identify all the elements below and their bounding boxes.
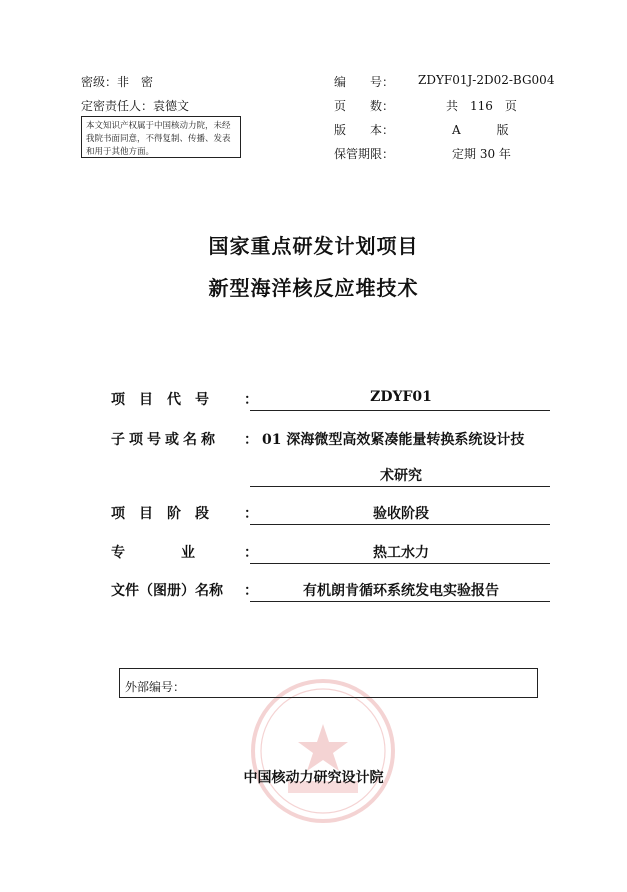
version-label: 版 本： (334, 123, 395, 137)
official-seal-stamp (248, 676, 398, 826)
page-count-value: 共 116 页 (446, 99, 517, 113)
field-underline (250, 563, 550, 564)
field-colon: ： (244, 583, 258, 599)
retention-label: 保管期限： (334, 147, 395, 161)
external-number-label: 外部编号： (125, 680, 186, 694)
field-value-file-name: 有机朗肯循环系统发电实验报告 (303, 583, 499, 599)
field-colon: ： (244, 392, 258, 408)
field-label-discipline: 专 业 (111, 545, 195, 561)
field-label-project-stage: 项 目 阶 段 (111, 506, 209, 522)
field-value-project-code: ZDYF01 (370, 389, 432, 405)
field-underline (250, 601, 550, 602)
document-number-label: 编 号： (334, 75, 395, 89)
classification-label: 密级：非 密 (81, 75, 154, 89)
document-number-value: ZDYF01J-2D02-BG004 (418, 73, 555, 87)
version-value: A 版 (452, 123, 509, 137)
project-title: 国家重点研发计划项目 (208, 234, 419, 258)
responsible-person-label: 定密责任人：袁德文 (81, 99, 190, 113)
retention-value: 定期 30 年 (452, 147, 511, 161)
field-value-sub-item-line2: 术研究 (380, 468, 422, 484)
field-label-project-code: 项 目 代 号 (111, 392, 209, 408)
field-value-project-stage: 验收阶段 (373, 506, 429, 522)
field-underline (250, 486, 550, 487)
page-count-label: 页 数： (334, 99, 395, 113)
field-underline (250, 524, 550, 525)
field-underline (250, 410, 550, 411)
field-label-sub-item: 子项号或名称 (111, 432, 219, 448)
project-subtitle: 新型海洋核反应堆技术 (208, 276, 419, 300)
field-value-sub-item-line1: 01 深海微型高效紧凑能量转换系统设计技 (262, 432, 525, 448)
institute-name: 中国核动力研究设计院 (243, 770, 384, 786)
field-colon: ： (244, 432, 258, 448)
copyright-notice: 本文知识产权属于中国核动力院，未经我院书面同意，不得复制、传播、发表和用于其他方面。 (81, 116, 241, 158)
field-colon: ： (244, 545, 258, 561)
field-colon: ： (244, 506, 258, 522)
field-value-discipline: 热工水力 (373, 545, 429, 561)
field-label-file-name: 文件（图册）名称 (111, 583, 223, 599)
